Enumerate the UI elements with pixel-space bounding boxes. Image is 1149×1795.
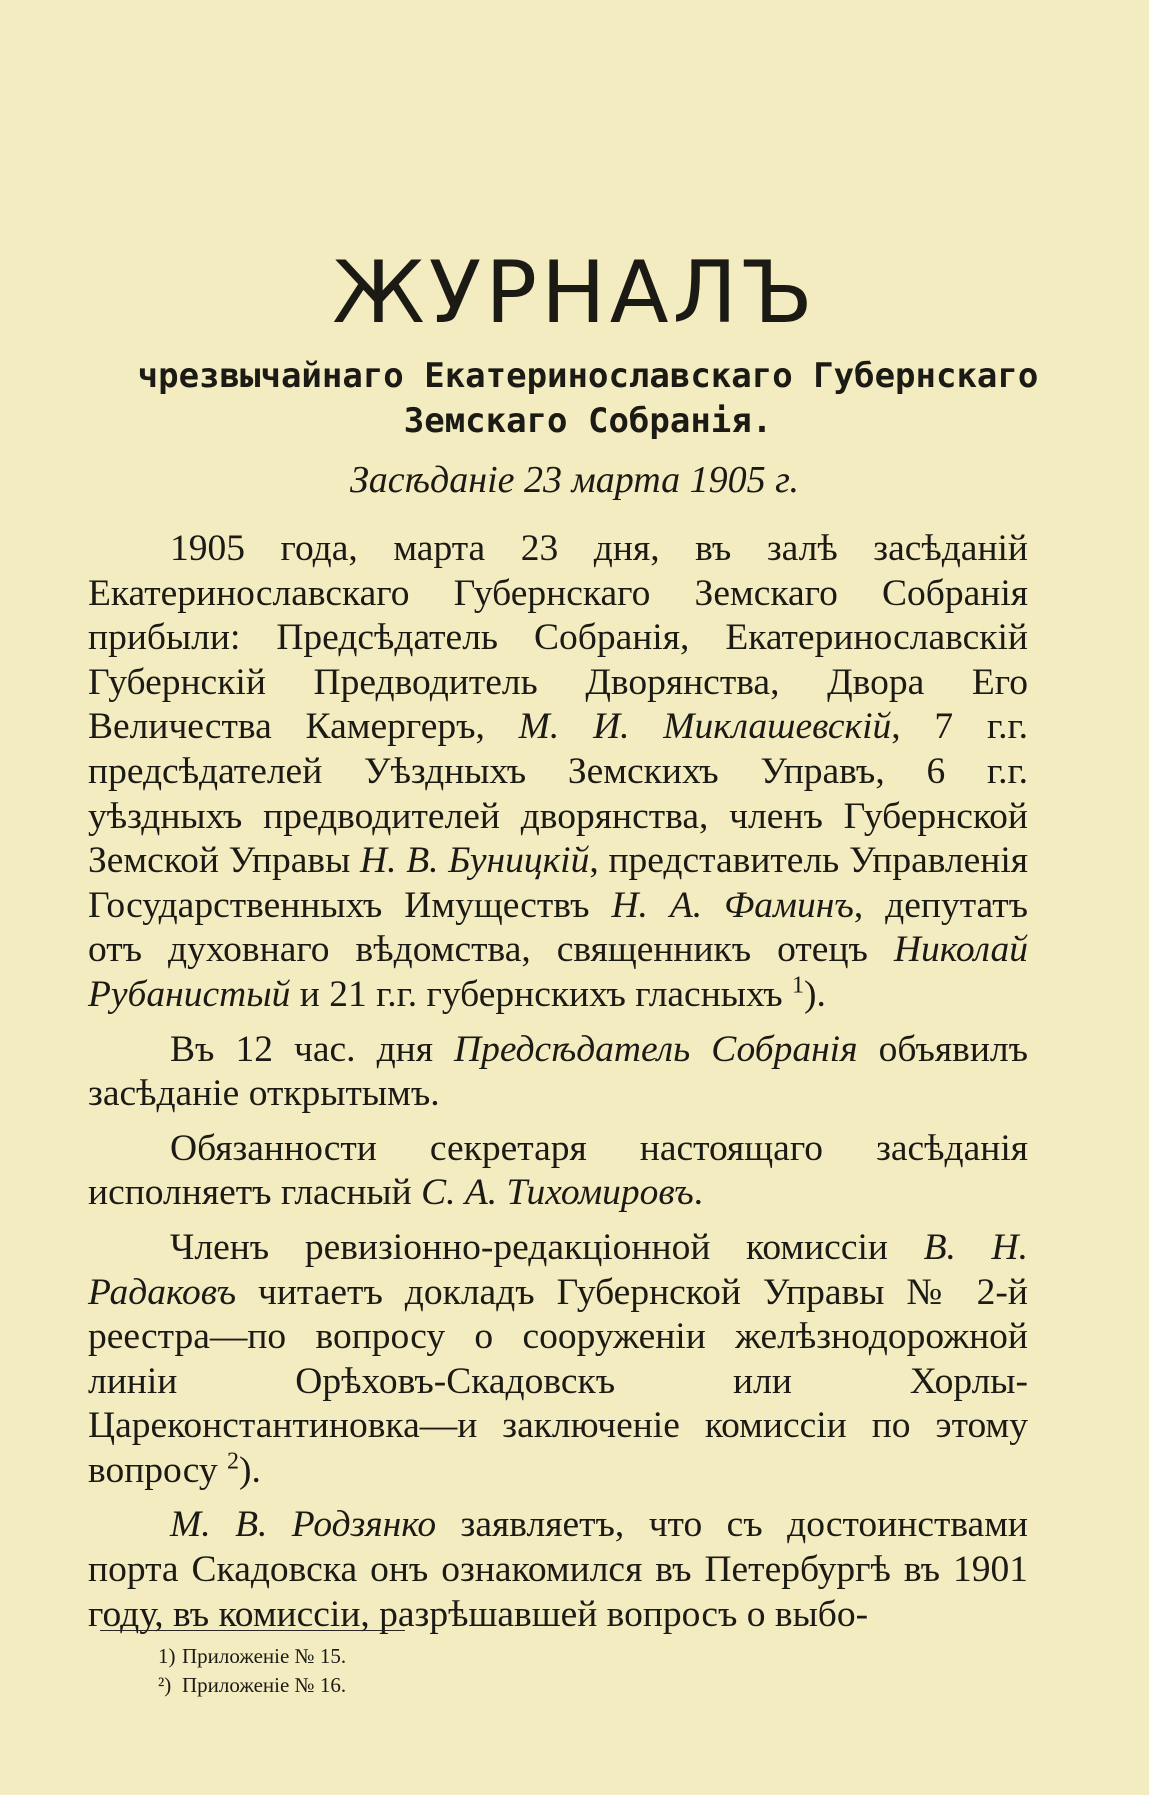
text-run: ). xyxy=(238,1449,261,1491)
person-name: Николай Рубанистый xyxy=(88,929,1028,1015)
footnote-text: Приложеніе № 16. xyxy=(182,1673,347,1697)
paragraph-report xyxy=(88,1226,1028,1494)
person-name: М. И. Миклашевскій xyxy=(518,706,892,748)
assembly-subtitle-line1: чрезвычайнаго Екатеринославскаго Губернскаго xyxy=(137,356,1039,396)
person-name: С. А. Тихомировъ xyxy=(421,1172,694,1214)
text-run: . xyxy=(693,1172,704,1214)
text-run: объявилъ засѣданіе открытымъ. xyxy=(88,1028,1029,1115)
text-run: , 7 г.г. предсѣдателей Уѣздныхъ Земскихъ Управъ, 6 г.г. уѣздныхъ предводителей дворянства, членъ Губернской Земской Управы xyxy=(88,706,1028,882)
paragraph-secretary xyxy=(88,1127,1028,1216)
footnote-mark: 1) xyxy=(158,1644,176,1668)
text-run: Членъ ревизіонно-редакціонной комиссіи xyxy=(170,1226,924,1268)
journal-title: ЖУРНАЛЪ xyxy=(332,243,817,343)
body-text xyxy=(88,527,1028,1647)
person-name: В. Н. Радаковъ xyxy=(88,1226,1028,1313)
paragraph-attendance xyxy=(88,527,1028,1018)
text-run: читаетъ докладъ Губернской Управы № 2-й реестра—по вопросу о сооруженіи желѣзнодорожной линіи Орѣховъ-Скадовскъ или Хорлы-Цареконстантиновка—и заключеніе комиссіи по этому вопросу xyxy=(88,1271,1028,1491)
text-run: Въ 12 час. дня xyxy=(170,1028,455,1070)
text-run: Обязанности секретаря настоящаго засѣданія исполняетъ гласный xyxy=(88,1127,1028,1214)
footnotes xyxy=(158,1642,346,1700)
text-run: , депутатъ отъ духовнаго вѣдомства, священникъ отецъ xyxy=(88,884,1029,971)
paragraph-statement xyxy=(88,1503,1028,1637)
text-run: , представитель Управленія Государственныхъ Имуществъ xyxy=(88,840,1029,926)
text-run: 1905 года, марта 23 дня, въ залѣ засѣданій Екатеринославскаго Губернскаго Земскаго Собранія прибыли: Предсѣдатель Собранія, Екатеринославскій Губернскій Предводитель Дворянства, Двора Его Величества Камергеръ, xyxy=(88,528,1028,748)
assembly-subtitle-line2: Земскаго Собранія. xyxy=(403,401,773,441)
footnote-divider xyxy=(100,1630,405,1631)
person-name: Н. А. Фаминъ xyxy=(611,884,854,926)
text-run: ). xyxy=(804,973,826,1015)
session-date: Засѣданіе 23 марта 1905 г. xyxy=(349,459,799,501)
footnote-ref: 2 xyxy=(226,1448,239,1475)
footnote-item xyxy=(158,1642,346,1671)
footnote-text: Приложеніе № 15. xyxy=(182,1644,347,1668)
paragraph-opening xyxy=(88,1028,1028,1117)
person-name: Н. В. Буницкій xyxy=(360,840,590,882)
person-name: М. В. Родзянко xyxy=(170,1504,437,1546)
footnote-ref: 1 xyxy=(792,972,805,999)
footnote-item xyxy=(158,1671,346,1700)
footnote-mark: ²) xyxy=(158,1673,172,1697)
text-run: и 21 г.г. губернскихъ гласныхъ xyxy=(290,973,793,1015)
text-run: заявляетъ, что съ достоинствами порта Скадовска онъ ознакомился въ Петербургѣ въ 1901 году, въ комиссіи, разрѣшавшей вопросъ о выбо- xyxy=(88,1504,1029,1635)
person-role: Предсѣдатель Собранія xyxy=(454,1028,858,1070)
